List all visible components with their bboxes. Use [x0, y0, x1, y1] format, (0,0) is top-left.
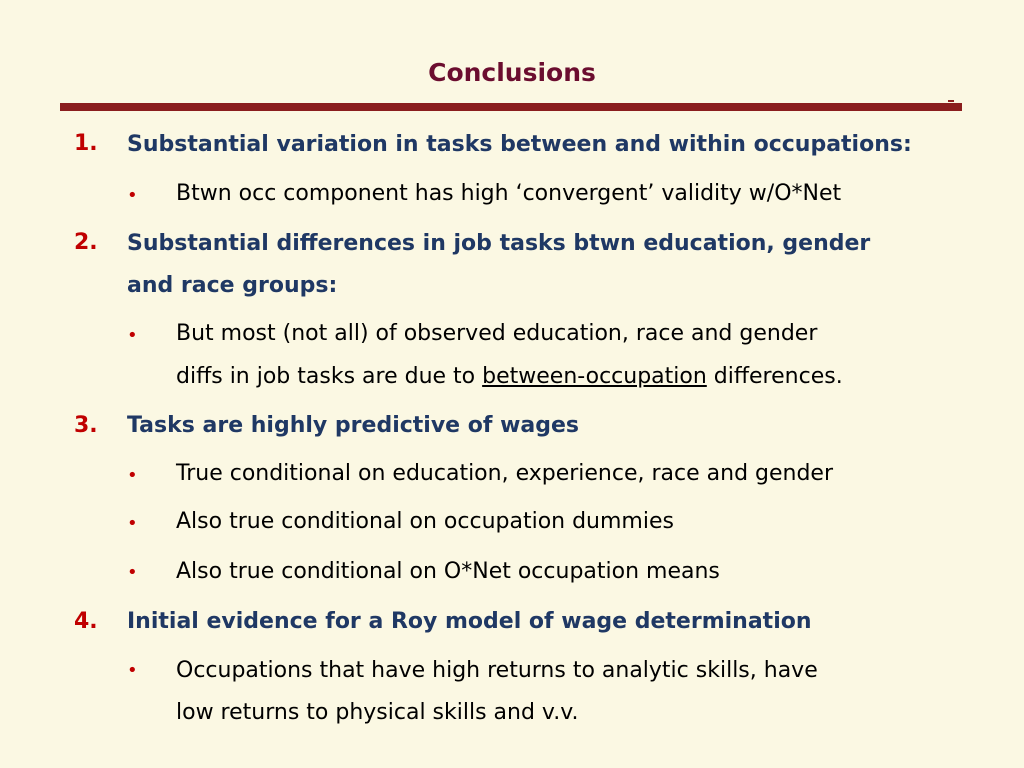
bullet-icon: •	[127, 185, 138, 206]
bullet-icon: •	[127, 465, 138, 486]
bullet-text-line1: But most (not all) of observed education, race and gender	[176, 321, 818, 346]
bullet-text: Also true conditional on O*Net occupation means	[176, 559, 720, 584]
bullet-icon: •	[127, 325, 138, 346]
bullet-text-segment: diffs in job tasks are due to	[176, 364, 483, 389]
bullet-icon: •	[127, 660, 138, 681]
item-heading-line2: and race groups:	[127, 273, 338, 298]
bullet-icon: •	[127, 562, 138, 583]
item-heading: Initial evidence for a Roy model of wage determination	[127, 609, 812, 634]
item-number: 1.	[74, 131, 98, 156]
bullet-text-line2	[176, 356, 976, 397]
item-number: 2.	[74, 230, 98, 255]
bullet-text-line1: Occupations that have high returns to analytic skills, have	[176, 658, 818, 683]
underlined-term: between-occupation	[482, 364, 707, 389]
item-heading: Substantial variation in tasks between and within occupations:	[127, 132, 912, 157]
bullet-text: Also true conditional on occupation dummies	[176, 509, 674, 534]
bullet-text: True conditional on education, experience, race and gender	[176, 461, 834, 486]
bullet-text: Btwn occ component has high ‘convergent’ validity w/O*Net	[176, 181, 842, 206]
title-divider-accent	[948, 100, 954, 102]
bullet-text-segment: differences.	[706, 364, 843, 389]
slide-title: Conclusions	[428, 58, 596, 87]
bullet-icon: •	[127, 513, 138, 534]
title-divider	[60, 103, 962, 111]
bullet-text-line2: low returns to physical skills and v.v.	[176, 700, 579, 725]
item-heading: Tasks are highly predictive of wages	[127, 413, 580, 438]
item-number: 4.	[74, 609, 98, 634]
item-number: 3.	[74, 413, 98, 438]
item-heading-line1: Substantial differences in job tasks btwn education, gender	[127, 231, 871, 256]
